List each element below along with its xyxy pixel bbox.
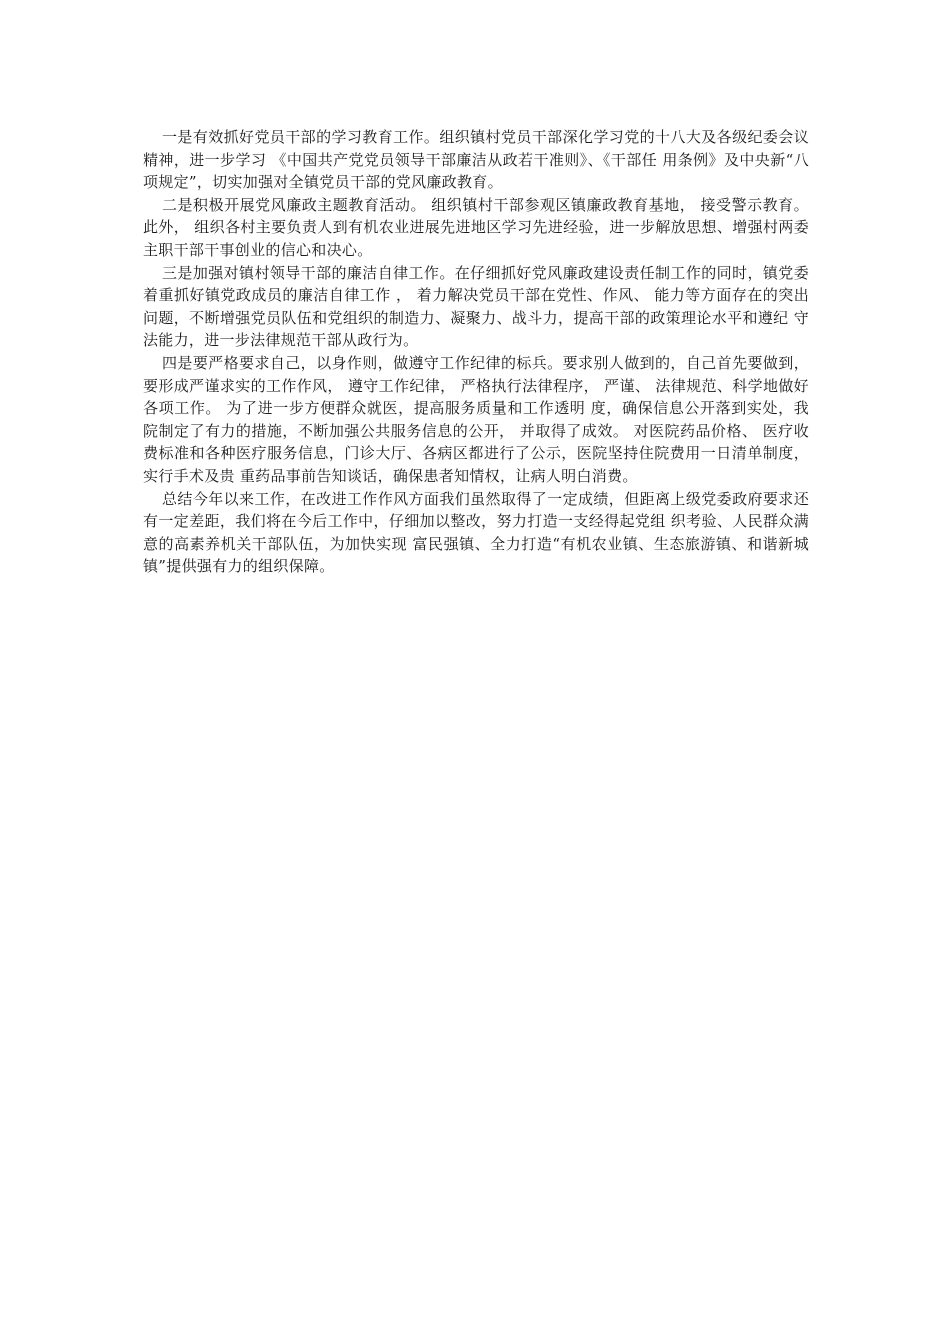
paragraph-study-education: 一是有效抓好党员干部的学习教育工作。组织镇村党员干部深化学习党的十八大及各级纪委会议精神，进一步学习 《中国共产党党员领导干部廉洁从政若干准则》、《干部任 用条例》及中央新“八项规定”，切实加强对全镇党员干部的党风廉政教育。 bbox=[143, 128, 809, 192]
document-body bbox=[143, 126, 809, 578]
paragraph-self-discipline: 三是加强对镇村领导干部的廉洁自律工作。在仔细抓好党风廉政建设责任制工作的同时，镇党委着重抓好镇党政成员的廉洁自律工作 ， 着力解决党员干部在党性、作风、 能力等方面存在的突出问题，不断增强党员队伍和党组织的制造力、凝聚力、战斗力，提高干部的政策理论水平和遵纪 守法能力，进一步法律规范干部从政行为。 bbox=[143, 263, 809, 350]
paragraph-strict-requirements: 四是要严格要求自己，以身作则，做遵守工作纪律的标兵。要求别人做到的，自己首先要做到，要形成严谨求实的工作作风， 遵守工作纪律， 严格执行法律程序， 严谨、 法律规范、科学地做好各项工作。 为了进一步方便群众就医，提高服务质量和工作透明 度，确保信息公开落到实处，我院制定了有力的措施，不断加强公共服务信息的公开， 并取得了成效。 对医院药品价格、 医疗收费标准和各种医疗服务信息，门诊大厅、各病区都进行了公示，医院坚持住院费用一日清单制度，实行手术及贵 重药品事前告知谈话，确保患者知情权，让病人明白消费。 bbox=[143, 353, 809, 485]
paragraph-theme-activities: 二是积极开展党风廉政主题教育活动。 组织镇村干部参观区镇廉政教育基地， 接受警示教育。 此外， 组织各村主要负责人到有机农业进展先进地区学习先进经验，进一步解放思想、增强村两委主职干部干事创业的信心和决心。 bbox=[143, 195, 809, 259]
paragraph-summary: 总结今年以来工作，在改进工作作风方面我们虽然取得了一定成绩，但距离上级党委政府要求还有一定差距，我们将在今后工作中，仔细加以整改，努力打造一支经得起党组 织考验、人民群众满意的高素养机关干部队伍，为加快实现 富民强镇、全力打造“有机农业镇、生态旅游镇、和谐新城镇”提供强有力的组织保障。 bbox=[143, 489, 809, 576]
